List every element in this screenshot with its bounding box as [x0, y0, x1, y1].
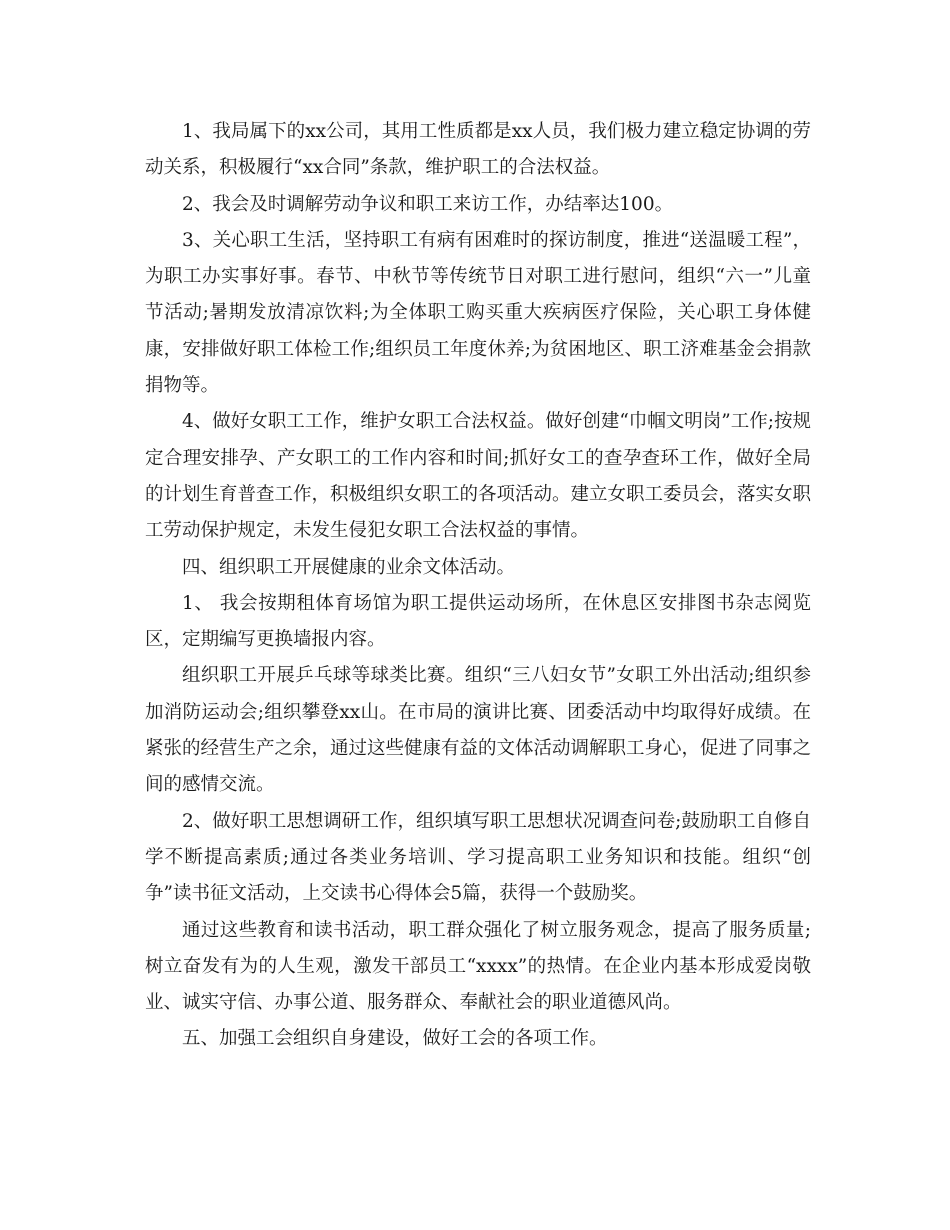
- paragraph-labor-relations: 1、我局属下的xx公司，其用工性质都是xx人员，我们极力建立稳定协调的劳动关系，积极履行“xx合同”条款，维护职工的合法权益。: [145, 121, 811, 179]
- paragraph-sports-venues: 1、 我会按期租体育场馆为职工提供运动场所，在休息区安排图书杂志阅览区，定期编写更换墙报内容。: [145, 592, 811, 651]
- paragraph-dispute-mediation: 2、我会及时调解劳动争议和职工来访工作，办结率达100。: [182, 193, 674, 215]
- paragraph-female-workers: 4、做好女职工工作，维护女职工合法权益。做好创建“巾帼文明岗”工作;按规定合理安排孕、产女职工的工作内容和时间;抓好女工的查孕查环工作，做好全局的计划生育普查工作，积极组织女职工的各项活动。建立女职工委员会，落实女职工劳动保护规定，未发生侵犯女职工合法权益的事情。: [145, 411, 812, 542]
- paragraph-education-results: 通过这些教育和读书活动，职工群众强化了树立服务观念，提高了服务质量;树立奋发有为的人生观，激发干部员工“xxxx”的热情。在企业内基本形成爱岗敬业、诚实守信、办事公道、服务群众、奉献社会的职业道德风尚。: [145, 919, 811, 1014]
- paragraph-ideology-research: 2、做好职工思想调研工作，组织填写职工思想状况调查问卷;鼓励职工自修自学不断提高素质;通过各类业务培训、学习提高职工业务知识和技能。组织“创争”读书征文活动，上交读书心得体会5篇，获得一个鼓励奖。: [145, 810, 811, 905]
- paragraph-competitions: 组织职工开展乒乓球等球类比赛。组织“三八妇女节”女职工外出活动;组织参加消防运动会;组织攀登xx山。在市局的演讲比赛、团委活动中均取得好成绩。在紧张的经营生产之余，通过这些健康有益的文体活动调解职工身心，促进了同事之间的感情交流。: [145, 665, 812, 796]
- section-heading-cultural-activities: 四、组织职工开展健康的业余文体活动。: [182, 556, 516, 578]
- section-heading-union-building: 五、加强工会组织自身建设，做好工会的各项工作。: [182, 1028, 608, 1050]
- paragraph-employee-care: 3、关心职工生活，坚持职工有病有困难时的探访制度，推进“送温暖工程”，为职工办实事好事。春节、中秋节等传统节日对职工进行慰问，组织“六一”儿童节活动;暑期发放清凉饮料;为全体职工购买重大疾病医疗保险，关心职工身体健康，安排做好职工体检工作;组织员工年度休养;为贫困地区、职工济难基金会捐款捐物等。: [145, 229, 811, 397]
- document-body: [145, 114, 811, 1058]
